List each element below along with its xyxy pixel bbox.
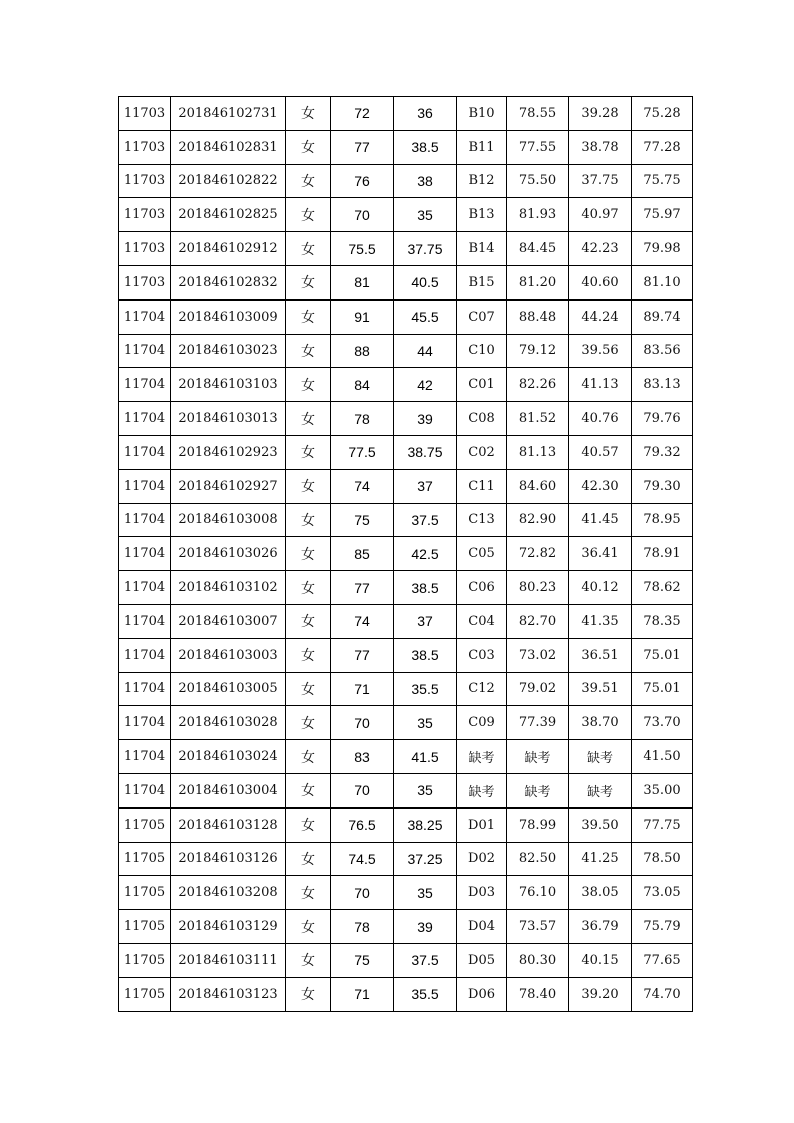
cell-group-code: 11704 — [119, 402, 171, 436]
cell-written-weighted: 37.25 — [394, 842, 457, 876]
cell-written-score: 77 — [331, 638, 394, 672]
cell-interview-weighted: 44.24 — [569, 300, 632, 334]
cell-total-score: 79.32 — [632, 435, 693, 469]
cell-total-score: 75.75 — [632, 164, 693, 198]
cell-exam-id: 201846103024 — [171, 740, 286, 774]
cell-interview-score: 76.10 — [507, 876, 569, 910]
cell-written-score: 72 — [331, 97, 394, 131]
cell-total-score: 41.50 — [632, 740, 693, 774]
cell-interview-score: 77.55 — [507, 130, 569, 164]
cell-draw-number: C07 — [457, 300, 507, 334]
cell-draw-number: C08 — [457, 402, 507, 436]
cell-interview-weighted: 缺考 — [569, 773, 632, 807]
table-body — [119, 97, 693, 1012]
table-row — [119, 773, 693, 807]
table-row — [119, 672, 693, 706]
cell-interview-weighted: 36.41 — [569, 537, 632, 571]
cell-interview-score: 73.57 — [507, 910, 569, 944]
cell-gender: 女 — [286, 232, 331, 266]
cell-group-code: 11704 — [119, 672, 171, 706]
table-row — [119, 808, 693, 842]
cell-interview-score: 78.55 — [507, 97, 569, 131]
cell-draw-number: C03 — [457, 638, 507, 672]
cell-gender: 女 — [286, 740, 331, 774]
cell-draw-number: B13 — [457, 198, 507, 232]
table-row — [119, 198, 693, 232]
cell-group-code: 11705 — [119, 808, 171, 842]
cell-interview-weighted: 40.57 — [569, 435, 632, 469]
cell-total-score: 73.05 — [632, 876, 693, 910]
cell-exam-id: 201846103102 — [171, 571, 286, 605]
cell-group-code: 11704 — [119, 368, 171, 402]
cell-written-score: 77.5 — [331, 435, 394, 469]
cell-group-code: 11703 — [119, 130, 171, 164]
cell-group-code: 11705 — [119, 977, 171, 1011]
cell-total-score: 77.28 — [632, 130, 693, 164]
cell-exam-id: 201846103103 — [171, 368, 286, 402]
cell-interview-score: 78.40 — [507, 977, 569, 1011]
cell-interview-weighted: 41.25 — [569, 842, 632, 876]
cell-group-code: 11705 — [119, 910, 171, 944]
cell-written-weighted: 35 — [394, 198, 457, 232]
table-row — [119, 503, 693, 537]
cell-draw-number: D02 — [457, 842, 507, 876]
cell-draw-number: C04 — [457, 604, 507, 638]
cell-written-weighted: 38.75 — [394, 435, 457, 469]
table-row — [119, 537, 693, 571]
cell-written-weighted: 37.5 — [394, 943, 457, 977]
cell-total-score: 79.98 — [632, 232, 693, 266]
cell-written-score: 74.5 — [331, 842, 394, 876]
cell-written-weighted: 40.5 — [394, 265, 457, 299]
cell-total-score: 78.95 — [632, 503, 693, 537]
table-row — [119, 842, 693, 876]
cell-total-score: 81.10 — [632, 265, 693, 299]
table-row — [119, 435, 693, 469]
cell-group-code: 11704 — [119, 469, 171, 503]
cell-interview-score: 88.48 — [507, 300, 569, 334]
cell-total-score: 77.75 — [632, 808, 693, 842]
cell-group-code: 11703 — [119, 198, 171, 232]
cell-written-weighted: 36 — [394, 97, 457, 131]
cell-written-weighted: 37 — [394, 604, 457, 638]
cell-interview-score: 78.99 — [507, 808, 569, 842]
cell-written-weighted: 39 — [394, 910, 457, 944]
cell-written-score: 88 — [331, 334, 394, 368]
cell-written-score: 91 — [331, 300, 394, 334]
cell-interview-weighted: 40.12 — [569, 571, 632, 605]
cell-written-weighted: 37 — [394, 469, 457, 503]
cell-written-weighted: 44 — [394, 334, 457, 368]
cell-group-code: 11703 — [119, 265, 171, 299]
cell-gender: 女 — [286, 672, 331, 706]
cell-written-score: 74 — [331, 604, 394, 638]
cell-group-code: 11704 — [119, 503, 171, 537]
cell-written-weighted: 38.25 — [394, 808, 457, 842]
cell-written-score: 75.5 — [331, 232, 394, 266]
cell-interview-weighted: 40.76 — [569, 402, 632, 436]
table-row — [119, 164, 693, 198]
cell-gender: 女 — [286, 368, 331, 402]
cell-interview-weighted: 38.78 — [569, 130, 632, 164]
cell-exam-id: 201846103023 — [171, 334, 286, 368]
cell-written-weighted: 38.5 — [394, 638, 457, 672]
cell-group-code: 11705 — [119, 943, 171, 977]
cell-gender: 女 — [286, 876, 331, 910]
cell-interview-weighted: 38.70 — [569, 706, 632, 740]
cell-draw-number: C13 — [457, 503, 507, 537]
cell-written-score: 78 — [331, 402, 394, 436]
cell-written-score: 77 — [331, 130, 394, 164]
table-row — [119, 910, 693, 944]
cell-interview-weighted: 41.13 — [569, 368, 632, 402]
table-row — [119, 368, 693, 402]
cell-interview-weighted: 38.05 — [569, 876, 632, 910]
table-row — [119, 943, 693, 977]
cell-written-weighted: 37.75 — [394, 232, 457, 266]
cell-written-weighted: 35.5 — [394, 672, 457, 706]
cell-exam-id: 201846102832 — [171, 265, 286, 299]
cell-written-weighted: 38 — [394, 164, 457, 198]
cell-interview-weighted: 39.50 — [569, 808, 632, 842]
cell-group-code: 11704 — [119, 773, 171, 807]
table-row — [119, 638, 693, 672]
cell-group-code: 11703 — [119, 97, 171, 131]
cell-group-code: 11705 — [119, 842, 171, 876]
cell-written-score: 70 — [331, 706, 394, 740]
table-row — [119, 130, 693, 164]
cell-exam-id: 201846103003 — [171, 638, 286, 672]
cell-exam-id: 201846102822 — [171, 164, 286, 198]
cell-written-weighted: 39 — [394, 402, 457, 436]
cell-written-score: 78 — [331, 910, 394, 944]
cell-interview-score: 77.39 — [507, 706, 569, 740]
cell-group-code: 11704 — [119, 604, 171, 638]
cell-total-score: 78.50 — [632, 842, 693, 876]
cell-draw-number: C09 — [457, 706, 507, 740]
cell-interview-score: 81.20 — [507, 265, 569, 299]
cell-gender: 女 — [286, 503, 331, 537]
cell-interview-score: 82.70 — [507, 604, 569, 638]
cell-exam-id: 201846102927 — [171, 469, 286, 503]
cell-interview-weighted: 39.56 — [569, 334, 632, 368]
cell-exam-id: 201846103009 — [171, 300, 286, 334]
cell-total-score: 89.74 — [632, 300, 693, 334]
cell-gender: 女 — [286, 469, 331, 503]
cell-gender: 女 — [286, 977, 331, 1011]
cell-exam-id: 201846103013 — [171, 402, 286, 436]
cell-interview-score: 82.50 — [507, 842, 569, 876]
cell-written-weighted: 38.5 — [394, 130, 457, 164]
table-row — [119, 706, 693, 740]
cell-interview-weighted: 39.51 — [569, 672, 632, 706]
cell-interview-score: 75.50 — [507, 164, 569, 198]
cell-interview-weighted: 40.60 — [569, 265, 632, 299]
cell-written-weighted: 38.5 — [394, 571, 457, 605]
table-row — [119, 469, 693, 503]
cell-written-weighted: 35 — [394, 706, 457, 740]
cell-total-score: 79.30 — [632, 469, 693, 503]
score-table — [118, 96, 693, 1012]
table-row — [119, 232, 693, 266]
cell-draw-number: B14 — [457, 232, 507, 266]
cell-exam-id: 201846103007 — [171, 604, 286, 638]
cell-exam-id: 201846103008 — [171, 503, 286, 537]
cell-total-score: 78.62 — [632, 571, 693, 605]
table-row — [119, 876, 693, 910]
cell-total-score: 73.70 — [632, 706, 693, 740]
cell-exam-id: 201846103128 — [171, 808, 286, 842]
cell-written-score: 75 — [331, 503, 394, 537]
cell-interview-score: 73.02 — [507, 638, 569, 672]
cell-interview-score: 79.02 — [507, 672, 569, 706]
cell-group-code: 11704 — [119, 435, 171, 469]
cell-draw-number: D03 — [457, 876, 507, 910]
cell-draw-number: C01 — [457, 368, 507, 402]
cell-written-score: 77 — [331, 571, 394, 605]
cell-interview-weighted: 40.15 — [569, 943, 632, 977]
cell-written-weighted: 42.5 — [394, 537, 457, 571]
cell-group-code: 11703 — [119, 232, 171, 266]
cell-interview-score: 81.13 — [507, 435, 569, 469]
cell-written-score: 84 — [331, 368, 394, 402]
cell-draw-number: C05 — [457, 537, 507, 571]
cell-interview-score: 80.30 — [507, 943, 569, 977]
cell-written-weighted: 42 — [394, 368, 457, 402]
cell-total-score: 75.01 — [632, 672, 693, 706]
cell-group-code: 11704 — [119, 537, 171, 571]
cell-draw-number: C06 — [457, 571, 507, 605]
cell-total-score: 83.13 — [632, 368, 693, 402]
cell-exam-id: 201846103004 — [171, 773, 286, 807]
cell-written-score: 70 — [331, 773, 394, 807]
cell-interview-weighted: 41.35 — [569, 604, 632, 638]
table-row — [119, 604, 693, 638]
cell-written-weighted: 35 — [394, 876, 457, 910]
cell-gender: 女 — [286, 571, 331, 605]
table-row — [119, 334, 693, 368]
cell-written-score: 83 — [331, 740, 394, 774]
cell-interview-weighted: 40.97 — [569, 198, 632, 232]
cell-draw-number: B10 — [457, 97, 507, 131]
cell-group-code: 11704 — [119, 638, 171, 672]
cell-interview-weighted: 36.51 — [569, 638, 632, 672]
cell-gender: 女 — [286, 402, 331, 436]
cell-exam-id: 201846102825 — [171, 198, 286, 232]
cell-draw-number: 缺考 — [457, 773, 507, 807]
cell-gender: 女 — [286, 638, 331, 672]
cell-total-score: 75.28 — [632, 97, 693, 131]
cell-total-score: 77.65 — [632, 943, 693, 977]
cell-exam-id: 201846102912 — [171, 232, 286, 266]
cell-gender: 女 — [286, 706, 331, 740]
cell-gender: 女 — [286, 604, 331, 638]
cell-gender: 女 — [286, 265, 331, 299]
cell-exam-id: 201846103129 — [171, 910, 286, 944]
cell-interview-score: 84.45 — [507, 232, 569, 266]
cell-written-weighted: 45.5 — [394, 300, 457, 334]
cell-interview-score: 81.93 — [507, 198, 569, 232]
cell-interview-score: 84.60 — [507, 469, 569, 503]
cell-interview-weighted: 42.30 — [569, 469, 632, 503]
cell-draw-number: B15 — [457, 265, 507, 299]
cell-draw-number: B12 — [457, 164, 507, 198]
cell-exam-id: 201846102731 — [171, 97, 286, 131]
cell-written-score: 71 — [331, 672, 394, 706]
cell-gender: 女 — [286, 300, 331, 334]
cell-group-code: 11704 — [119, 334, 171, 368]
cell-interview-score: 72.82 — [507, 537, 569, 571]
cell-interview-score: 79.12 — [507, 334, 569, 368]
cell-group-code: 11704 — [119, 706, 171, 740]
table-row — [119, 740, 693, 774]
cell-draw-number: D05 — [457, 943, 507, 977]
cell-gender: 女 — [286, 842, 331, 876]
cell-total-score: 75.97 — [632, 198, 693, 232]
cell-group-code: 11705 — [119, 876, 171, 910]
cell-interview-score: 80.23 — [507, 571, 569, 605]
cell-draw-number: D06 — [457, 977, 507, 1011]
cell-written-score: 76 — [331, 164, 394, 198]
cell-interview-score: 缺考 — [507, 740, 569, 774]
cell-exam-id: 201846102923 — [171, 435, 286, 469]
cell-exam-id: 201846103126 — [171, 842, 286, 876]
cell-written-score: 75 — [331, 943, 394, 977]
cell-interview-weighted: 缺考 — [569, 740, 632, 774]
cell-interview-weighted: 39.28 — [569, 97, 632, 131]
cell-gender: 女 — [286, 943, 331, 977]
cell-gender: 女 — [286, 435, 331, 469]
cell-exam-id: 201846102831 — [171, 130, 286, 164]
cell-gender: 女 — [286, 773, 331, 807]
cell-written-score: 81 — [331, 265, 394, 299]
cell-interview-weighted: 42.23 — [569, 232, 632, 266]
cell-draw-number: D01 — [457, 808, 507, 842]
cell-total-score: 79.76 — [632, 402, 693, 436]
cell-gender: 女 — [286, 164, 331, 198]
table-row — [119, 265, 693, 299]
cell-written-score: 71 — [331, 977, 394, 1011]
cell-draw-number: D04 — [457, 910, 507, 944]
cell-total-score: 35.00 — [632, 773, 693, 807]
table-row — [119, 402, 693, 436]
cell-interview-score: 82.26 — [507, 368, 569, 402]
cell-total-score: 75.79 — [632, 910, 693, 944]
cell-interview-weighted: 36.79 — [569, 910, 632, 944]
table-row — [119, 571, 693, 605]
cell-interview-score: 81.52 — [507, 402, 569, 436]
cell-exam-id: 201846103026 — [171, 537, 286, 571]
table-row — [119, 97, 693, 131]
table-row — [119, 300, 693, 334]
table-row — [119, 977, 693, 1011]
cell-interview-weighted: 39.20 — [569, 977, 632, 1011]
cell-draw-number: C12 — [457, 672, 507, 706]
cell-interview-weighted: 37.75 — [569, 164, 632, 198]
cell-gender: 女 — [286, 198, 331, 232]
cell-total-score: 83.56 — [632, 334, 693, 368]
cell-group-code: 11704 — [119, 571, 171, 605]
cell-total-score: 78.35 — [632, 604, 693, 638]
cell-exam-id: 201846103005 — [171, 672, 286, 706]
cell-group-code: 11704 — [119, 300, 171, 334]
cell-exam-id: 201846103028 — [171, 706, 286, 740]
cell-draw-number: C10 — [457, 334, 507, 368]
cell-gender: 女 — [286, 910, 331, 944]
cell-group-code: 11704 — [119, 740, 171, 774]
cell-written-weighted: 41.5 — [394, 740, 457, 774]
cell-draw-number: B11 — [457, 130, 507, 164]
cell-written-score: 70 — [331, 876, 394, 910]
cell-draw-number: 缺考 — [457, 740, 507, 774]
cell-gender: 女 — [286, 537, 331, 571]
cell-interview-score: 82.90 — [507, 503, 569, 537]
cell-gender: 女 — [286, 334, 331, 368]
cell-written-weighted: 35.5 — [394, 977, 457, 1011]
cell-draw-number: C11 — [457, 469, 507, 503]
cell-group-code: 11703 — [119, 164, 171, 198]
cell-gender: 女 — [286, 130, 331, 164]
cell-exam-id: 201846103208 — [171, 876, 286, 910]
cell-total-score: 75.01 — [632, 638, 693, 672]
cell-exam-id: 201846103111 — [171, 943, 286, 977]
cell-written-score: 74 — [331, 469, 394, 503]
cell-written-score: 76.5 — [331, 808, 394, 842]
cell-interview-weighted: 41.45 — [569, 503, 632, 537]
cell-gender: 女 — [286, 808, 331, 842]
cell-written-weighted: 35 — [394, 773, 457, 807]
cell-gender: 女 — [286, 97, 331, 131]
cell-draw-number: C02 — [457, 435, 507, 469]
cell-written-weighted: 37.5 — [394, 503, 457, 537]
cell-written-score: 70 — [331, 198, 394, 232]
cell-written-score: 85 — [331, 537, 394, 571]
cell-total-score: 78.91 — [632, 537, 693, 571]
cell-total-score: 74.70 — [632, 977, 693, 1011]
cell-interview-score: 缺考 — [507, 773, 569, 807]
cell-exam-id: 201846103123 — [171, 977, 286, 1011]
